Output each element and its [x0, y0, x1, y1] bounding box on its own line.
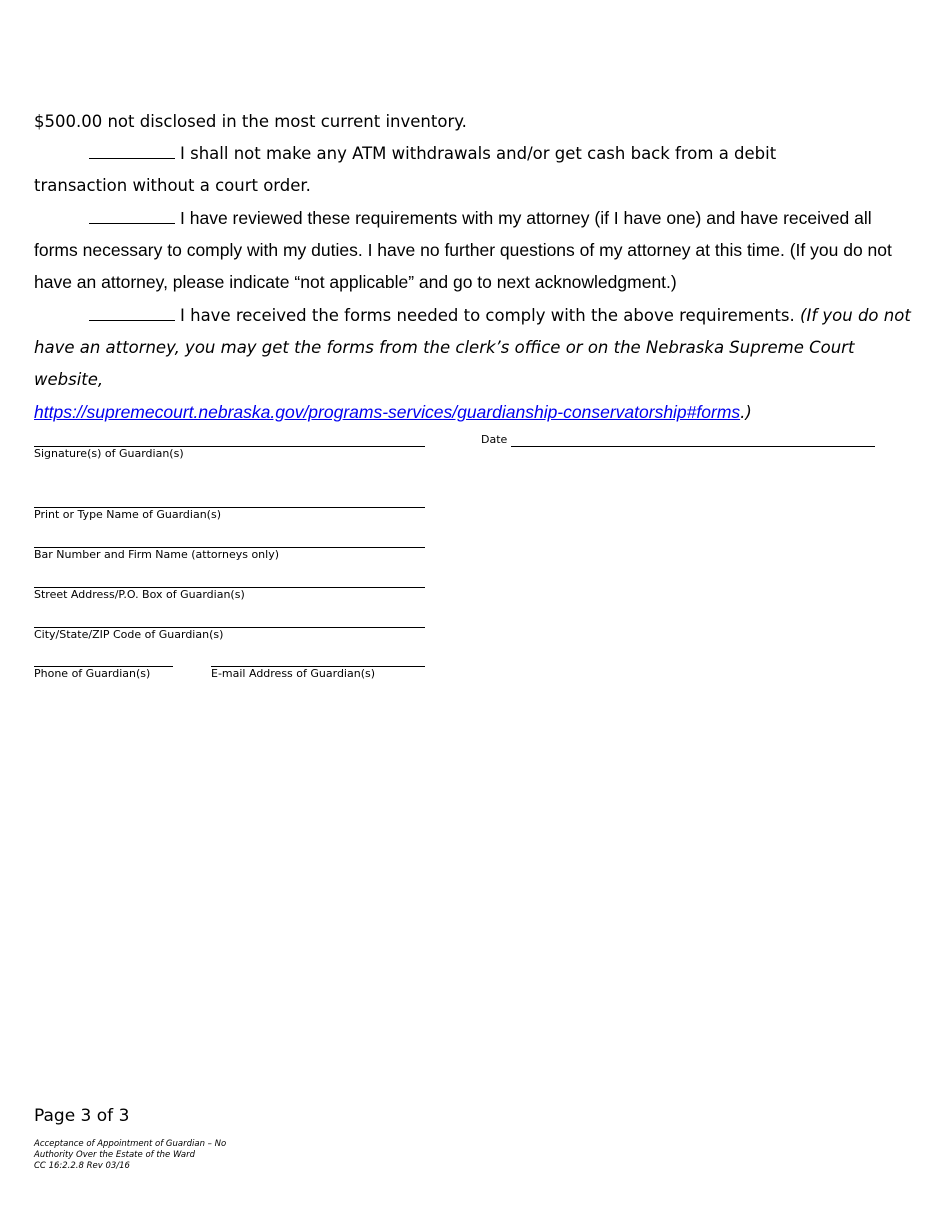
- ack-attorney-text: I have reviewed these requirements with my attorney (if I have one) and have received all forms necessary to comply with my duties. I have no further questions of my attorney at this time. (If you do not have an attorney, please indicate “not applicable” and go to next acknowledgment.): [34, 208, 892, 292]
- ack-atm-text-1: I shall not make any ATM withdrawals and/or get cash back from a debit: [180, 144, 777, 163]
- ack-forms-text: I have received the forms needed to comply with the above requirements.: [180, 306, 795, 325]
- date-line[interactable]: [511, 446, 875, 447]
- ack-attorney: [34, 202, 914, 298]
- ack-atm: [34, 138, 914, 202]
- initial-blank-attorney[interactable]: [89, 209, 175, 224]
- initial-blank-forms[interactable]: [89, 306, 175, 321]
- ack-atm-text-2: transaction without a court order.: [34, 176, 311, 195]
- inventory-text: $500.00 not disclosed in the most current inventory.: [34, 112, 467, 131]
- form-identifier: [34, 1139, 226, 1172]
- date-label: Date: [481, 433, 508, 446]
- email-label: E-mail Address of Guardian(s): [211, 667, 376, 680]
- form-title-line-2: Authority Over the Estate of the Ward: [34, 1150, 196, 1160]
- city-state-zip-label: City/State/ZIP Code of Guardian(s): [34, 628, 224, 641]
- ack-forms-note: (If you do not have an attorney, you may get the forms from the clerk’s office or on the Nebraska Supreme Court website,: [34, 306, 911, 389]
- form-code: CC 16:2.2.8 Rev 03/16: [34, 1161, 130, 1171]
- link-end: .): [740, 403, 752, 422]
- text-line-inventory: [34, 106, 914, 138]
- court-website-link[interactable]: https://supremecourt.nebraska.gov/programs-services/guardianship-conservatorship#forms: [34, 402, 741, 422]
- signature-label: Signature(s) of Guardian(s): [34, 447, 184, 460]
- phone-label: Phone of Guardian(s): [34, 667, 151, 680]
- page-number: Page 3 of 3: [34, 1106, 130, 1126]
- ack-forms: [34, 300, 914, 429]
- street-address-label: Street Address/P.O. Box of Guardian(s): [34, 588, 245, 601]
- form-title-line-1: Acceptance of Appointment of Guardian – No: [34, 1139, 227, 1149]
- bar-number-label: Bar Number and Firm Name (attorneys only): [34, 548, 280, 561]
- initial-blank-atm[interactable]: [89, 144, 175, 159]
- print-name-label: Print or Type Name of Guardian(s): [34, 508, 221, 521]
